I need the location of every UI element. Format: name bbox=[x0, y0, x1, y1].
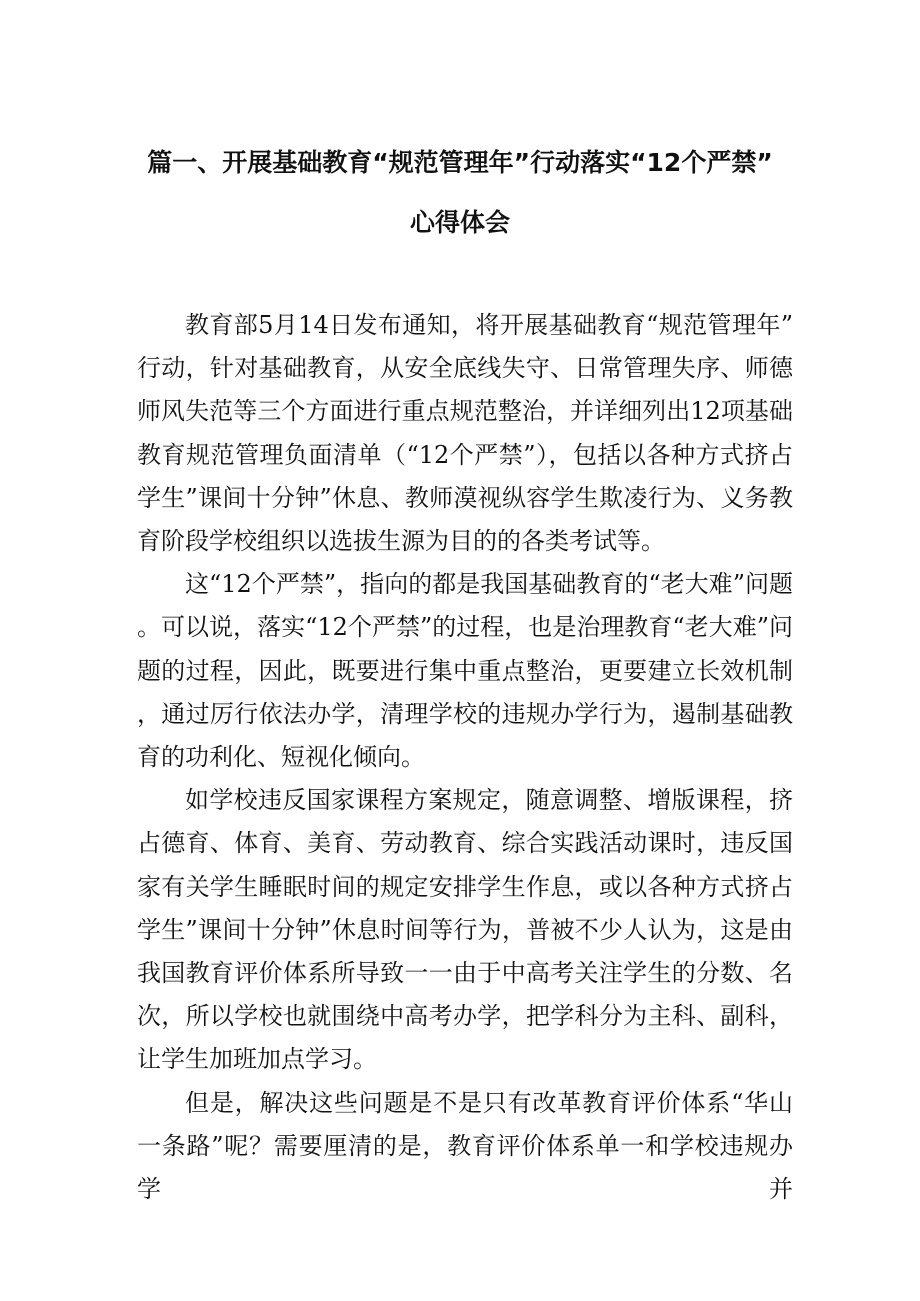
body-paragraph-1: 教育部5月14日发布通知，将开展基础教育“规范管理年”行动，针对基础教育，从安全底线失守、日常管理失序、师德师风失范等三个方面进行重点规范整治，并详细列出12项基础教育规范管理负面清单（“12个严禁”），包括以各种方式挤占学生”课间十分钟”休息、教师漠视纵容学生欺凌行为、义务教育阶段学校组织以选拔生源为目的的各类考试等。 bbox=[137, 311, 793, 556]
document-title-line-1: 篇一、开展基础教育“规范管理年”行动落实“12个严禁” bbox=[147, 148, 773, 177]
document-title-line-2: 心得体会 bbox=[409, 208, 510, 237]
body-paragraph-4: 但是，解决这些问题是不是只有改革教育评价体系“华山一条路”呢？需要厘清的是，教育评价体系单一和学校违规办学并 bbox=[137, 1088, 793, 1204]
body-paragraph-3: 如学校违反国家课程方案规定，随意调整、增版课程，挤占德育、体育、美育、劳动教育、综合实践活动课时，违反国家有关学生睡眠时间的规定安排学生作息，或以各种方式挤占学生”课间十分钟”休息时间等行为，普被不少人认为，这是由我国教育评价体系所导致一一由于中高考关注学生的分数、名次，所以学校也就围绕中高考办学，把学科分为主科、副科，让学生加班加点学习。 bbox=[137, 786, 793, 1074]
body-paragraph-2: 这“12个严禁”，指向的都是我国基础教育的“老大难”问题。可以说，落实“12个严禁”的过程，也是治理教育“老大难”问题的过程，因此，既要进行集中重点整治，更要建立长效机制，通过厉行依法办学，清理学校的违规办学行为，遏制基础教育的功利化、短视化倾向。 bbox=[137, 570, 793, 772]
document-body bbox=[137, 304, 793, 1211]
